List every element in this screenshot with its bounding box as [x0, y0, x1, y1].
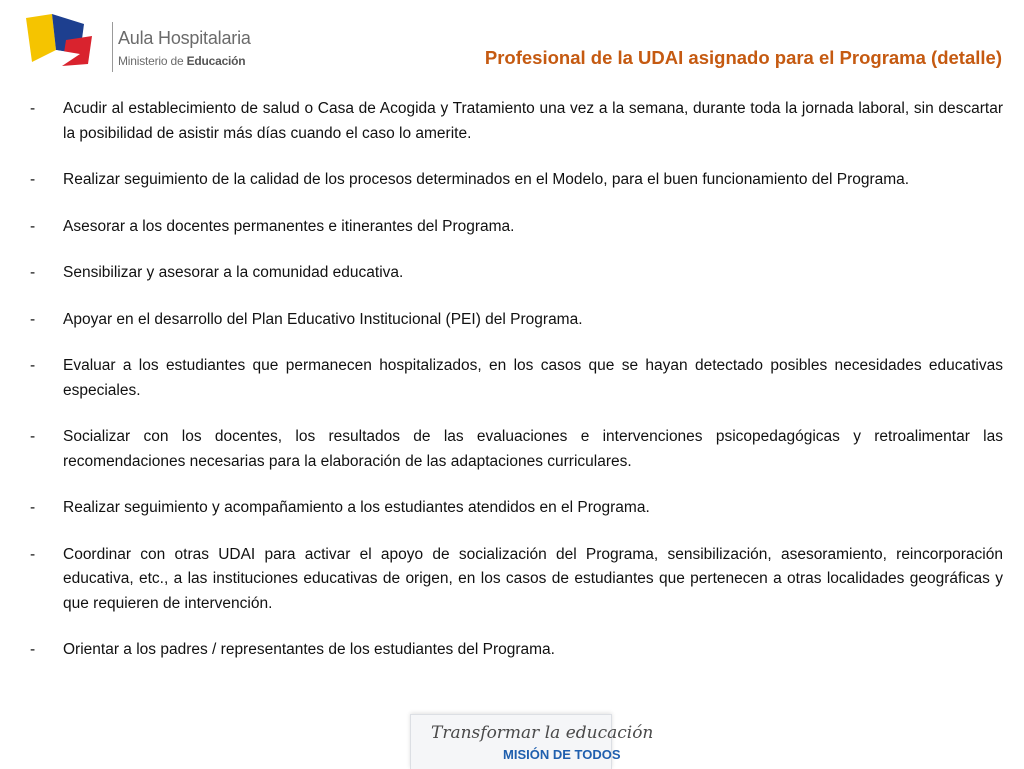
slogan-script: Transformar la educación [431, 723, 654, 743]
list-item [30, 425, 1003, 474]
list-item [30, 496, 1003, 521]
list-item-text: Realizar seguimiento y acompañamiento a los estudiantes atendidos en el Programa. [63, 499, 650, 516]
logo-subtitle-bold: Educación [186, 54, 246, 68]
list-item-text: Sensibilizar y asesorar a la comunidad educativa. [63, 264, 404, 281]
bullet-dash: - [30, 641, 36, 658]
duties-list [30, 97, 1003, 685]
list-item [30, 308, 1003, 333]
list-item-text: Socializar con los docentes, los resultados de las evaluaciones e intervenciones psicopedagógicas y retroalimentar las recomendaciones necesarias para la elaboración de las adaptaciones curriculares. [63, 428, 1003, 470]
bullet-dash: - [30, 310, 36, 328]
list-item [30, 638, 1003, 663]
bullet-dash: - [30, 217, 36, 235]
logo-title: Aula Hospitalaria [118, 28, 251, 48]
bullet-dash: - [30, 428, 36, 445]
bullet-dash: - [30, 171, 36, 188]
list-item-text: Asesorar a los docentes permanentes e itinerantes del Programa. [63, 217, 515, 235]
list-item [30, 168, 1003, 193]
flag-emblem-icon [22, 10, 112, 70]
list-item [30, 354, 1003, 403]
list-item [30, 215, 1003, 240]
list-item-text: Orientar a los padres / representantes de los estudiantes del Programa. [63, 641, 555, 658]
bullet-dash: - [30, 357, 36, 374]
slogan-strong: MISIÓN DE TODOS [503, 747, 621, 762]
list-item-text: Apoyar en el desarrollo del Plan Educativo Institucional (PEI) del Programa. [63, 310, 583, 328]
list-item-text: Coordinar con otras UDAI para activar el apoyo de socialización del Programa, sensibilización, asesoramiento, reincorporación educativa, etc., a las instituciones educativas de origen, en los casos de estudiantes que pertenecen a otras localidades geográficas y que requieren de intervención. [63, 545, 1003, 612]
logo-divider [112, 22, 113, 72]
list-item-text: Evaluar a los estudiantes que permanecen hospitalizados, en los casos que se hayan detectado posibles necesidades educativas especiales. [63, 357, 1003, 399]
bullet-dash: - [30, 100, 36, 117]
bullet-dash: - [30, 499, 36, 516]
logo-subtitle-plain: Ministerio de [118, 54, 187, 68]
logo-subtitle [118, 54, 245, 68]
slogan-badge [410, 714, 654, 769]
list-item [30, 543, 1003, 617]
bullet-dash: - [30, 264, 36, 281]
list-item-text: Realizar seguimiento de la calidad de los procesos determinados en el Modelo, para el buen funcionamiento del Programa. [63, 171, 910, 188]
list-item [30, 97, 1003, 146]
list-item-text: Acudir al establecimiento de salud o Casa de Acogida y Tratamiento una vez a la semana, durante toda la jornada laboral, sin descartar la posibilidad de asistir más días cuando el caso lo amerite. [63, 100, 1003, 142]
list-item [30, 261, 1003, 286]
ministry-logo [22, 10, 251, 70]
bullet-dash: - [30, 545, 36, 563]
page-title: Profesional de la UDAI asignado para el Programa (detalle) [484, 47, 1002, 68]
